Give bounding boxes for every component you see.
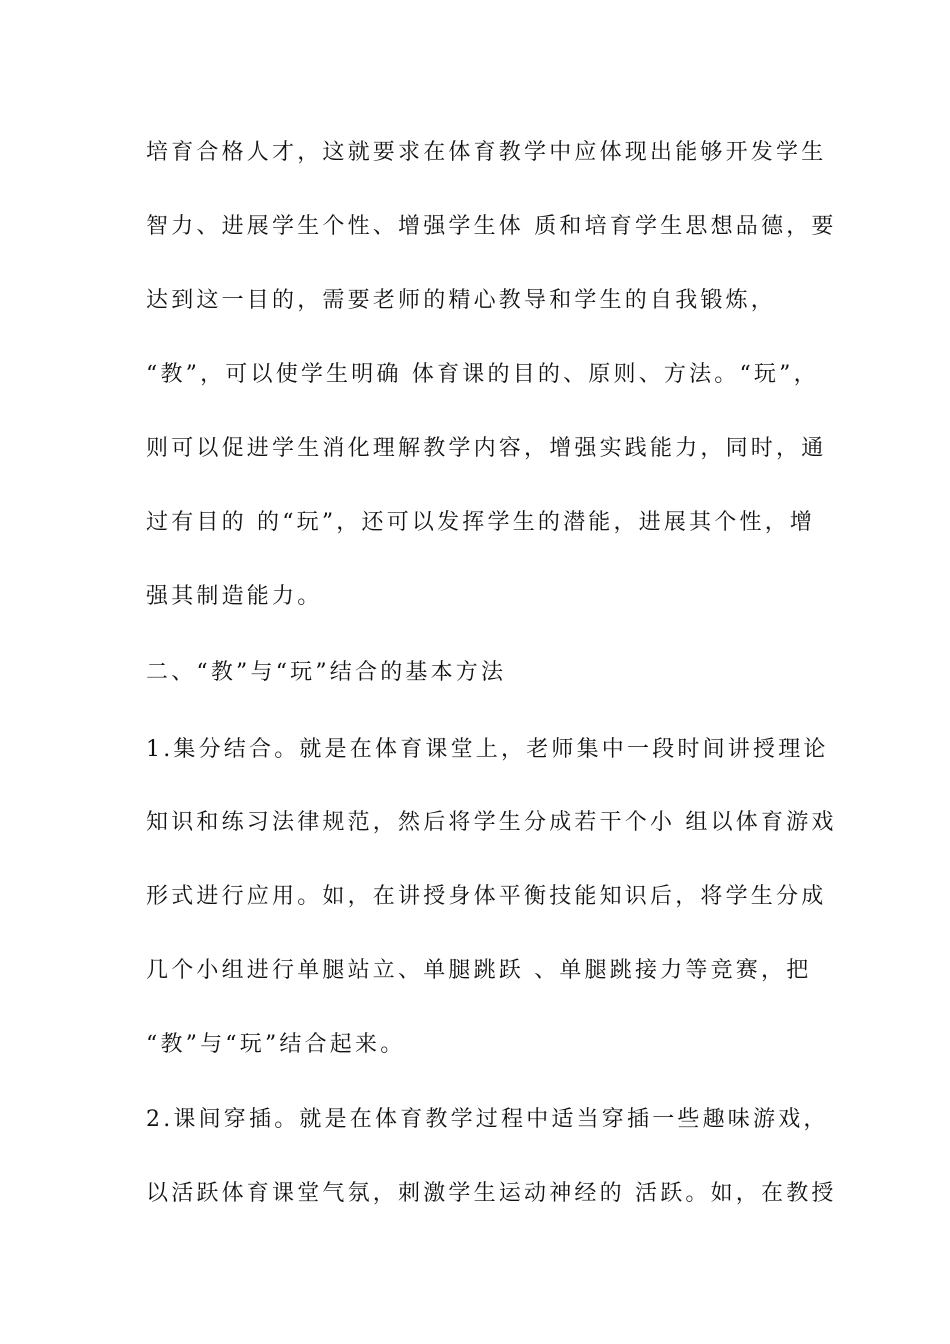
text-line: “教”，可以使学生明确 体育课的目的、原则、方法。“玩”， <box>146 362 819 387</box>
text-line: 以活跃体育课堂气氛，刺激学生运动神经的 活跃。如，在教授 <box>146 1181 837 1206</box>
text-line: 知识和练习法律规范，然后将学生分成若干个小 组以体育游戏 <box>146 810 837 835</box>
section-heading: 二、“教”与“玩”结合的基本方法 <box>146 660 507 685</box>
text-line: 2.课间穿插。就是在体育教学过程中适当穿插一些趣味游戏， <box>146 1107 829 1132</box>
text-line: 培育合格人才，这就要求在体育教学中应体现出能够开发学生 <box>146 140 827 165</box>
text-line: 达到这一目的，需要老师的精心教导和学生的自我锻炼， <box>146 288 777 313</box>
text-line: 过有目的 的“玩”，还可以发挥学生的潜能，进展其个性，增 <box>146 510 816 535</box>
text-line: 形式进行应用。如，在讲授身体平衡技能知识后，将学生分成 <box>146 884 827 909</box>
text-line: 几个小组进行单腿站立、单腿跳跃 、单腿跳接力等竞赛，把 <box>146 958 812 983</box>
text-line: 强其制造能力。 <box>146 584 323 609</box>
text-line: 则可以促进学生消化理解教学内容，增强实践能力，同时，通 <box>146 436 827 461</box>
text-line: 智力、进展学生个性、增强学生体 质和培育学生思想品德，要 <box>146 214 837 239</box>
text-line: “教”与“玩”结合起来。 <box>146 1032 406 1057</box>
text-line: 1.集分结合。就是在体育课堂上，老师集中一段时间讲授理论 <box>146 737 829 762</box>
